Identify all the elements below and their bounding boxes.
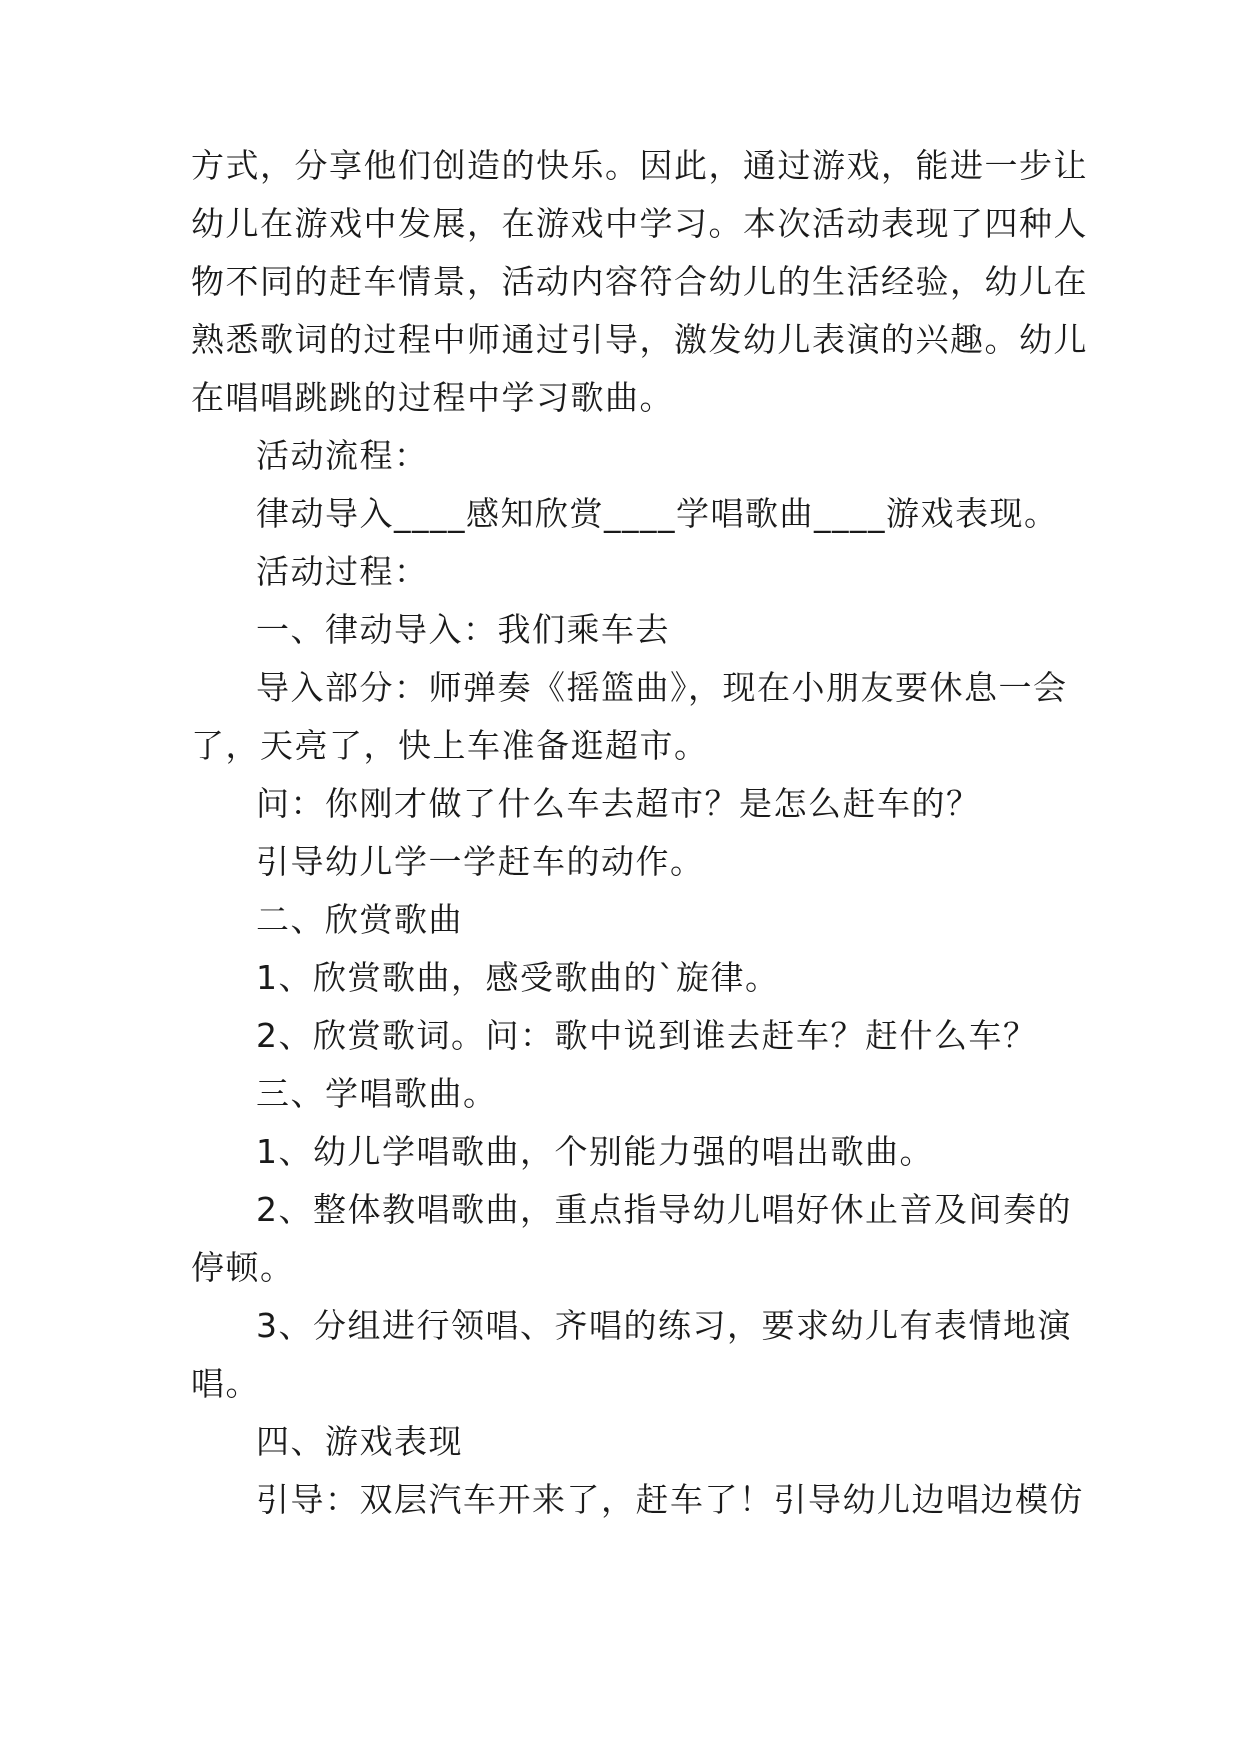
- text-line: 停顿。: [191, 1248, 295, 1287]
- section-heading: 三、学唱歌曲。: [256, 1074, 498, 1113]
- text-line: 引导幼儿学一学赶车的动作。: [256, 842, 705, 881]
- list-item: 2、整体教唱歌曲，重点指导幼儿唱好休止音及间奏的: [256, 1190, 1072, 1229]
- text-line: 了，天亮了，快上车准备逛超市。: [191, 726, 709, 765]
- text-line: 幼儿在游戏中发展，在游戏中学习。本次活动表现了四种人: [191, 204, 1088, 243]
- list-item: 3、分组进行领唱、齐唱的练习，要求幼儿有表情地演: [256, 1306, 1072, 1345]
- list-item: 1、幼儿学唱歌曲，个别能力强的唱出歌曲。: [256, 1132, 934, 1171]
- section-heading: 一、律动导入：我们乘车去: [256, 610, 670, 649]
- section-heading: 四、游戏表现: [256, 1422, 463, 1461]
- text-line: 熟悉歌词的过程中师通过引导，激发幼儿表演的兴趣。幼儿: [191, 320, 1088, 359]
- text-line: 律动导入____感知欣赏____学唱歌曲____游戏表现。: [256, 494, 1059, 533]
- section-label: 活动流程：: [256, 436, 429, 475]
- section-heading: 二、欣赏歌曲: [256, 900, 463, 939]
- text-line: 方式，分享他们创造的快乐。因此，通过游戏，能进一步让: [191, 146, 1088, 185]
- text-line: 问：你刚才做了什么车去超市？是怎么赶车的？: [256, 784, 981, 823]
- text-line: 唱。: [191, 1364, 260, 1403]
- text-line: 物不同的赶车情景，活动内容符合幼儿的生活经验，幼儿在: [191, 262, 1088, 301]
- text-line: 引导：双层汽车开来了，赶车了！引导幼儿边唱边模仿: [256, 1480, 1084, 1519]
- text-line: 导入部分：师弹奏《摇篮曲》，现在小朋友要休息一会: [256, 668, 1068, 707]
- section-label: 活动过程：: [256, 552, 429, 591]
- list-item: 2、欣赏歌词。问：歌中说到谁去赶车？赶什么车？: [256, 1016, 1038, 1055]
- text-line: 在唱唱跳跳的过程中学习歌曲。: [191, 378, 674, 417]
- list-item: 1、欣赏歌曲，感受歌曲的`旋律。: [256, 958, 780, 997]
